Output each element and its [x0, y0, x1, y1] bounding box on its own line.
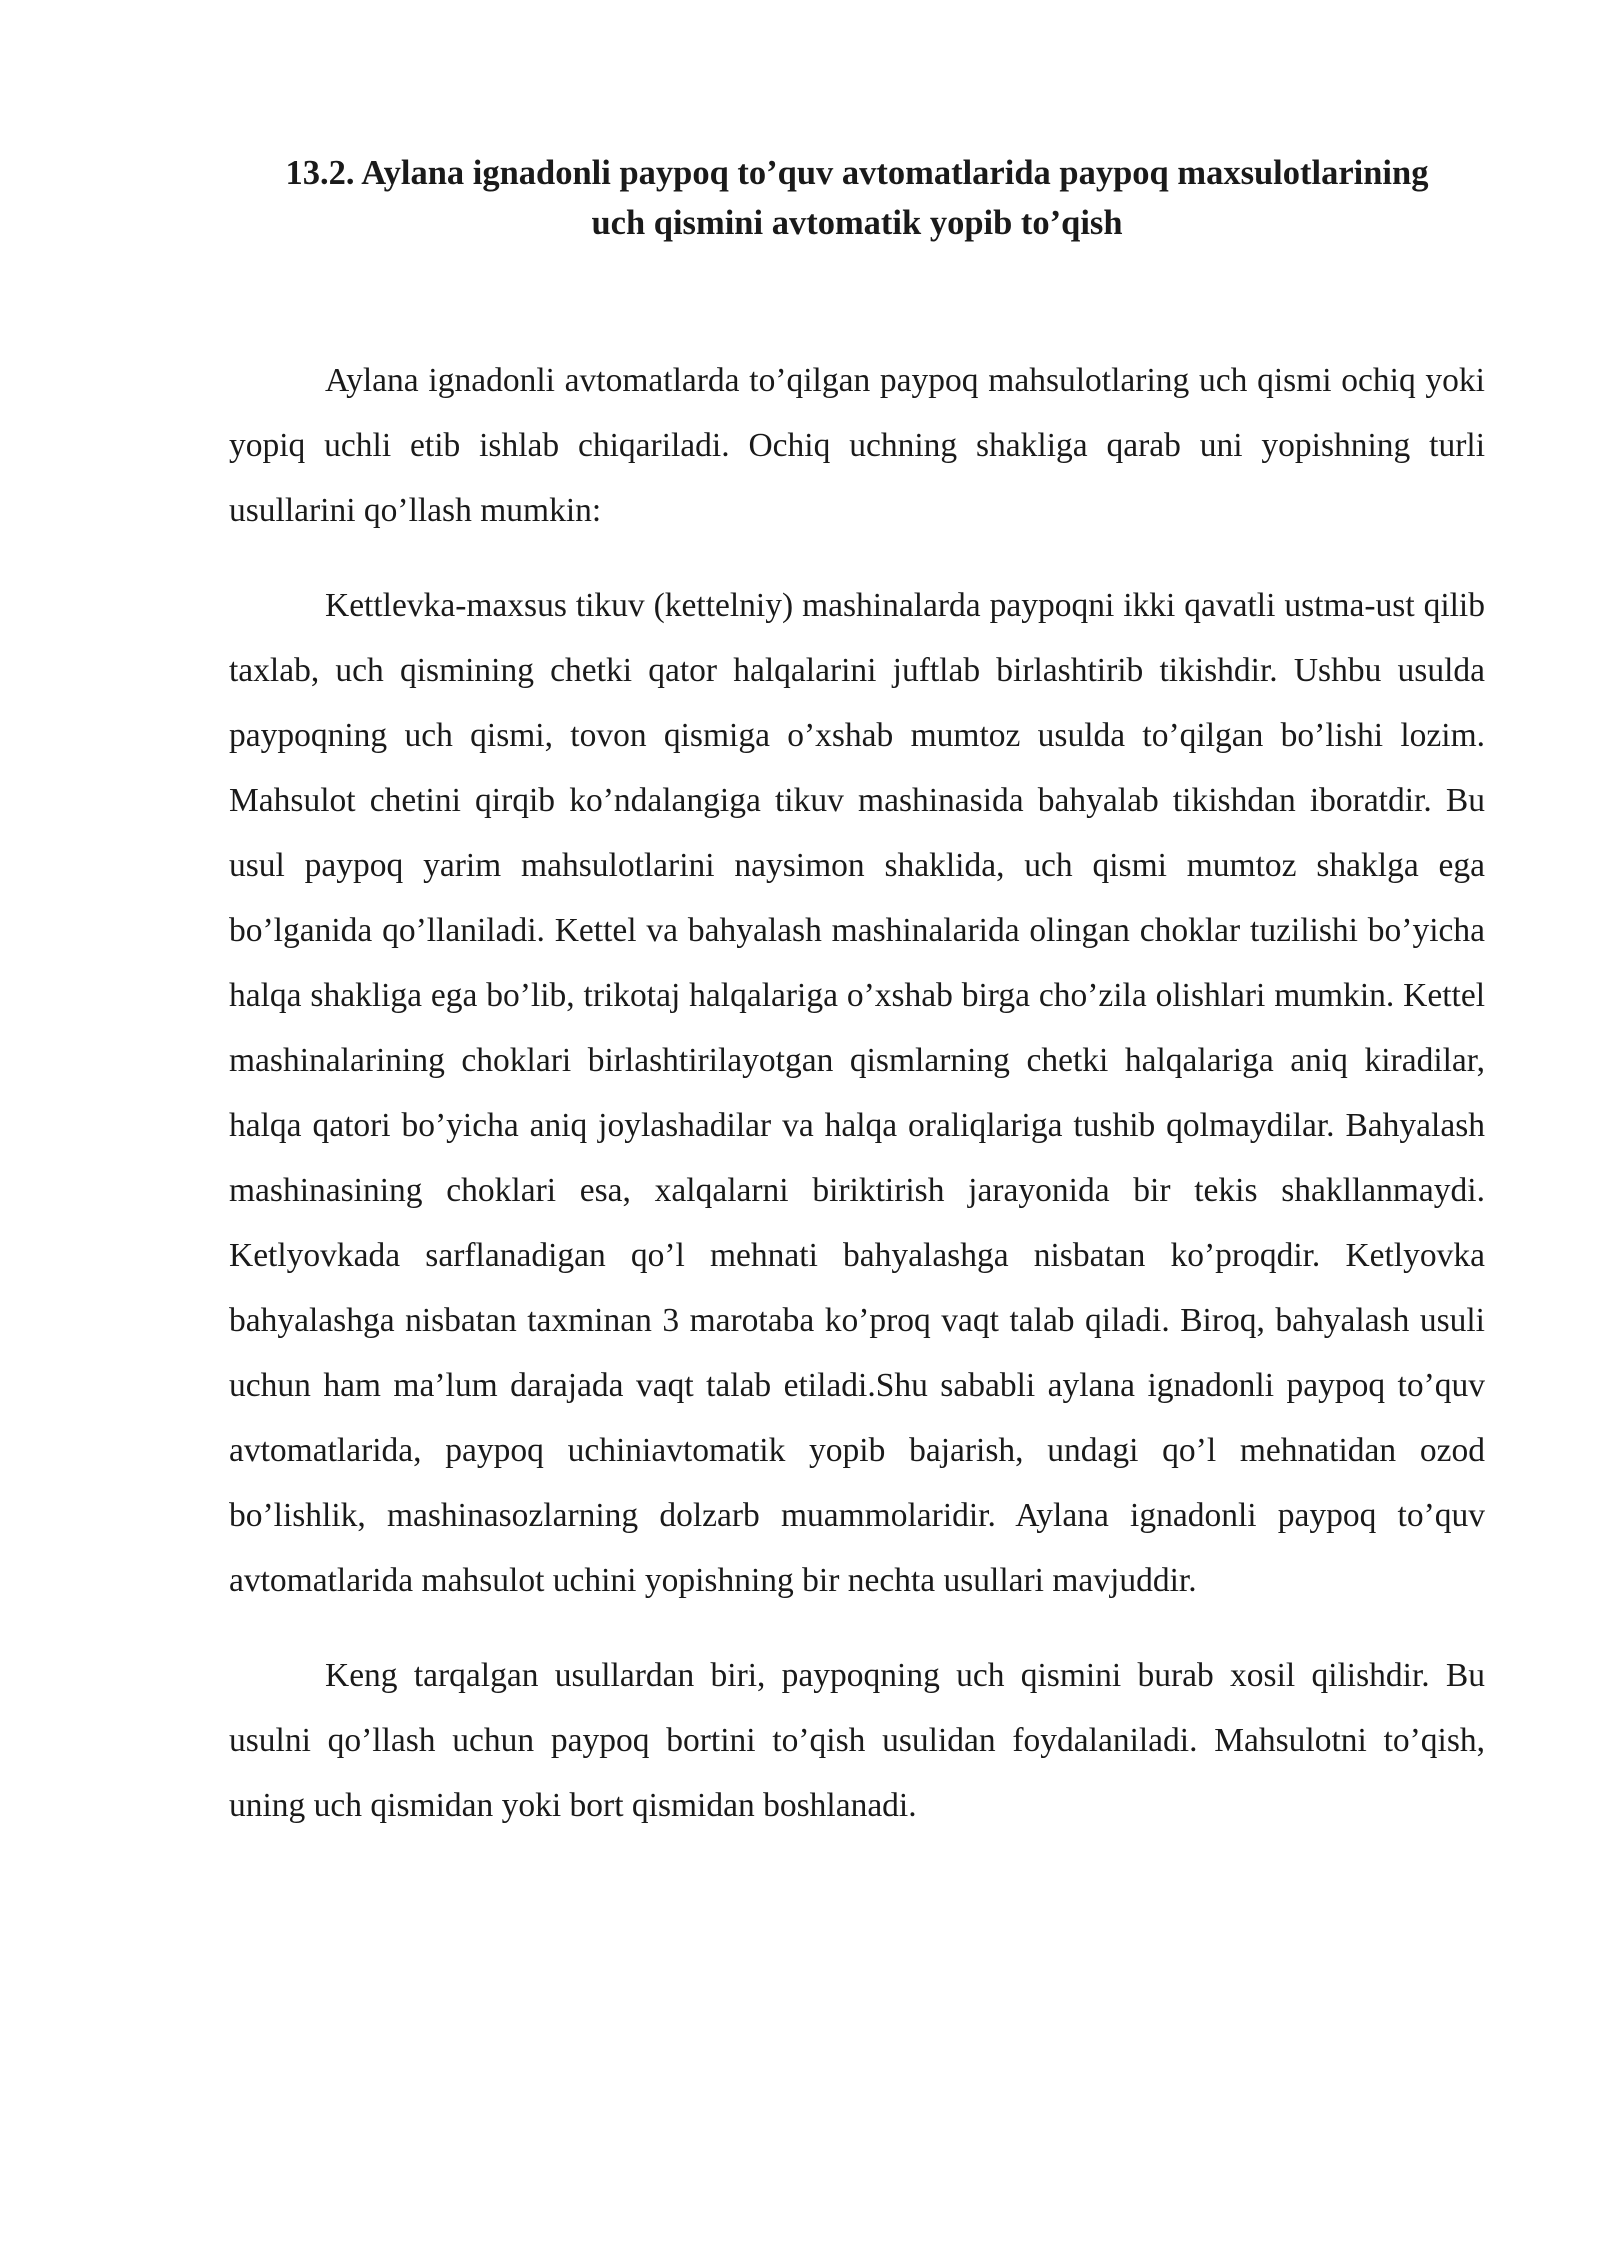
heading-line-1: 13.2. Aylana ignadonli paypoq to’quv avtomatlarida paypoq maxsulotlarining [285, 154, 1429, 192]
heading-line-2: uch qismini avtomatik yopib to’qish [591, 204, 1123, 242]
page-content [229, 148, 1485, 1868]
heading-spacer [229, 248, 1485, 348]
paragraph-twisting-method: Keng tarqalgan usullardan biri, paypoqning uch qismini burab xosil qilishdir. Bu usulni qo’llash uchun paypoq bortini to’qish usulidan foydalaniladi. Mahsulotni to’qish, uning uch qismidan yoki bort qismidan boshlanadi. [229, 1657, 1485, 1824]
paragraph-intro: Aylana ignadonli avtomatlarda to’qilgan paypoq mahsulotlaring uch qismi ochiq yoki yopiq uchli etib ishlab chiqariladi. Ochiq uchning shakliga qarab uni yopishning turli usullarini qo’llash mumkin: [229, 362, 1485, 529]
paragraph-kettlevka: Kettlevka-maxsus tikuv (kettelniy) mashinalarda paypoqni ikki qavatli ustma-ust qilib taxlab, uch qismining chetki qator halqalarini juftlab birlashtirib tikishdir. Ushbu usulda paypoqning uch qismi, tovon qismiga o’xshab mumtoz usulda to’qilgan bo’lishi lozim. Mahsulot chetini qirqib ko’ndalangiga tikuv mashinasida bahyalab tikishdan iboratdir. Bu usul paypoq yarim mahsulotlarini naysimon shaklida, uch qismi mumtoz shaklga ega bo’lganida qo’llaniladi. Kettel va bahyalash mashinalarida olingan choklar tuzilishi bo’yicha halqa shakliga ega bo’lib, trikotaj halqalariga o’xshab birga cho’zila olishlari mumkin. Kettel mashinalarining choklari birlashtirilayotgan qismlarning chetki halqalariga aniq kiradilar, halqa qatori bo’yicha aniq joylashadilar va halqa oraliqlariga tushib qolmaydilar. Bahyalash mashinasining choklari esa, xalqalarni biriktirish jarayonida bir tekis shakllanmaydi. Ketlyovkada sarflanadigan qo’l mehnati bahyalashga nisbatan ko’proqdir. Ketlyovka bahyalashga nisbatan taxminan 3 marotaba ko’proq vaqt talab qiladi. Biroq, bahyalash usuli uchun ham ma’lum darajada vaqt talab etiladi.Shu sababli aylana ignadonli paypoq to’quv avtomatlarida, paypoq uchiniavtomatik yopib bajarish, undagi qo’l mehnatidan ozod bo’lishlik, mashinasozlarning dolzarb muammolaridir. Aylana ignadonli paypoq to’quv avtomatlarida mahsulot uchini yopishning bir nechta usullari mavjuddir. [229, 587, 1485, 1599]
section-heading [229, 148, 1485, 248]
